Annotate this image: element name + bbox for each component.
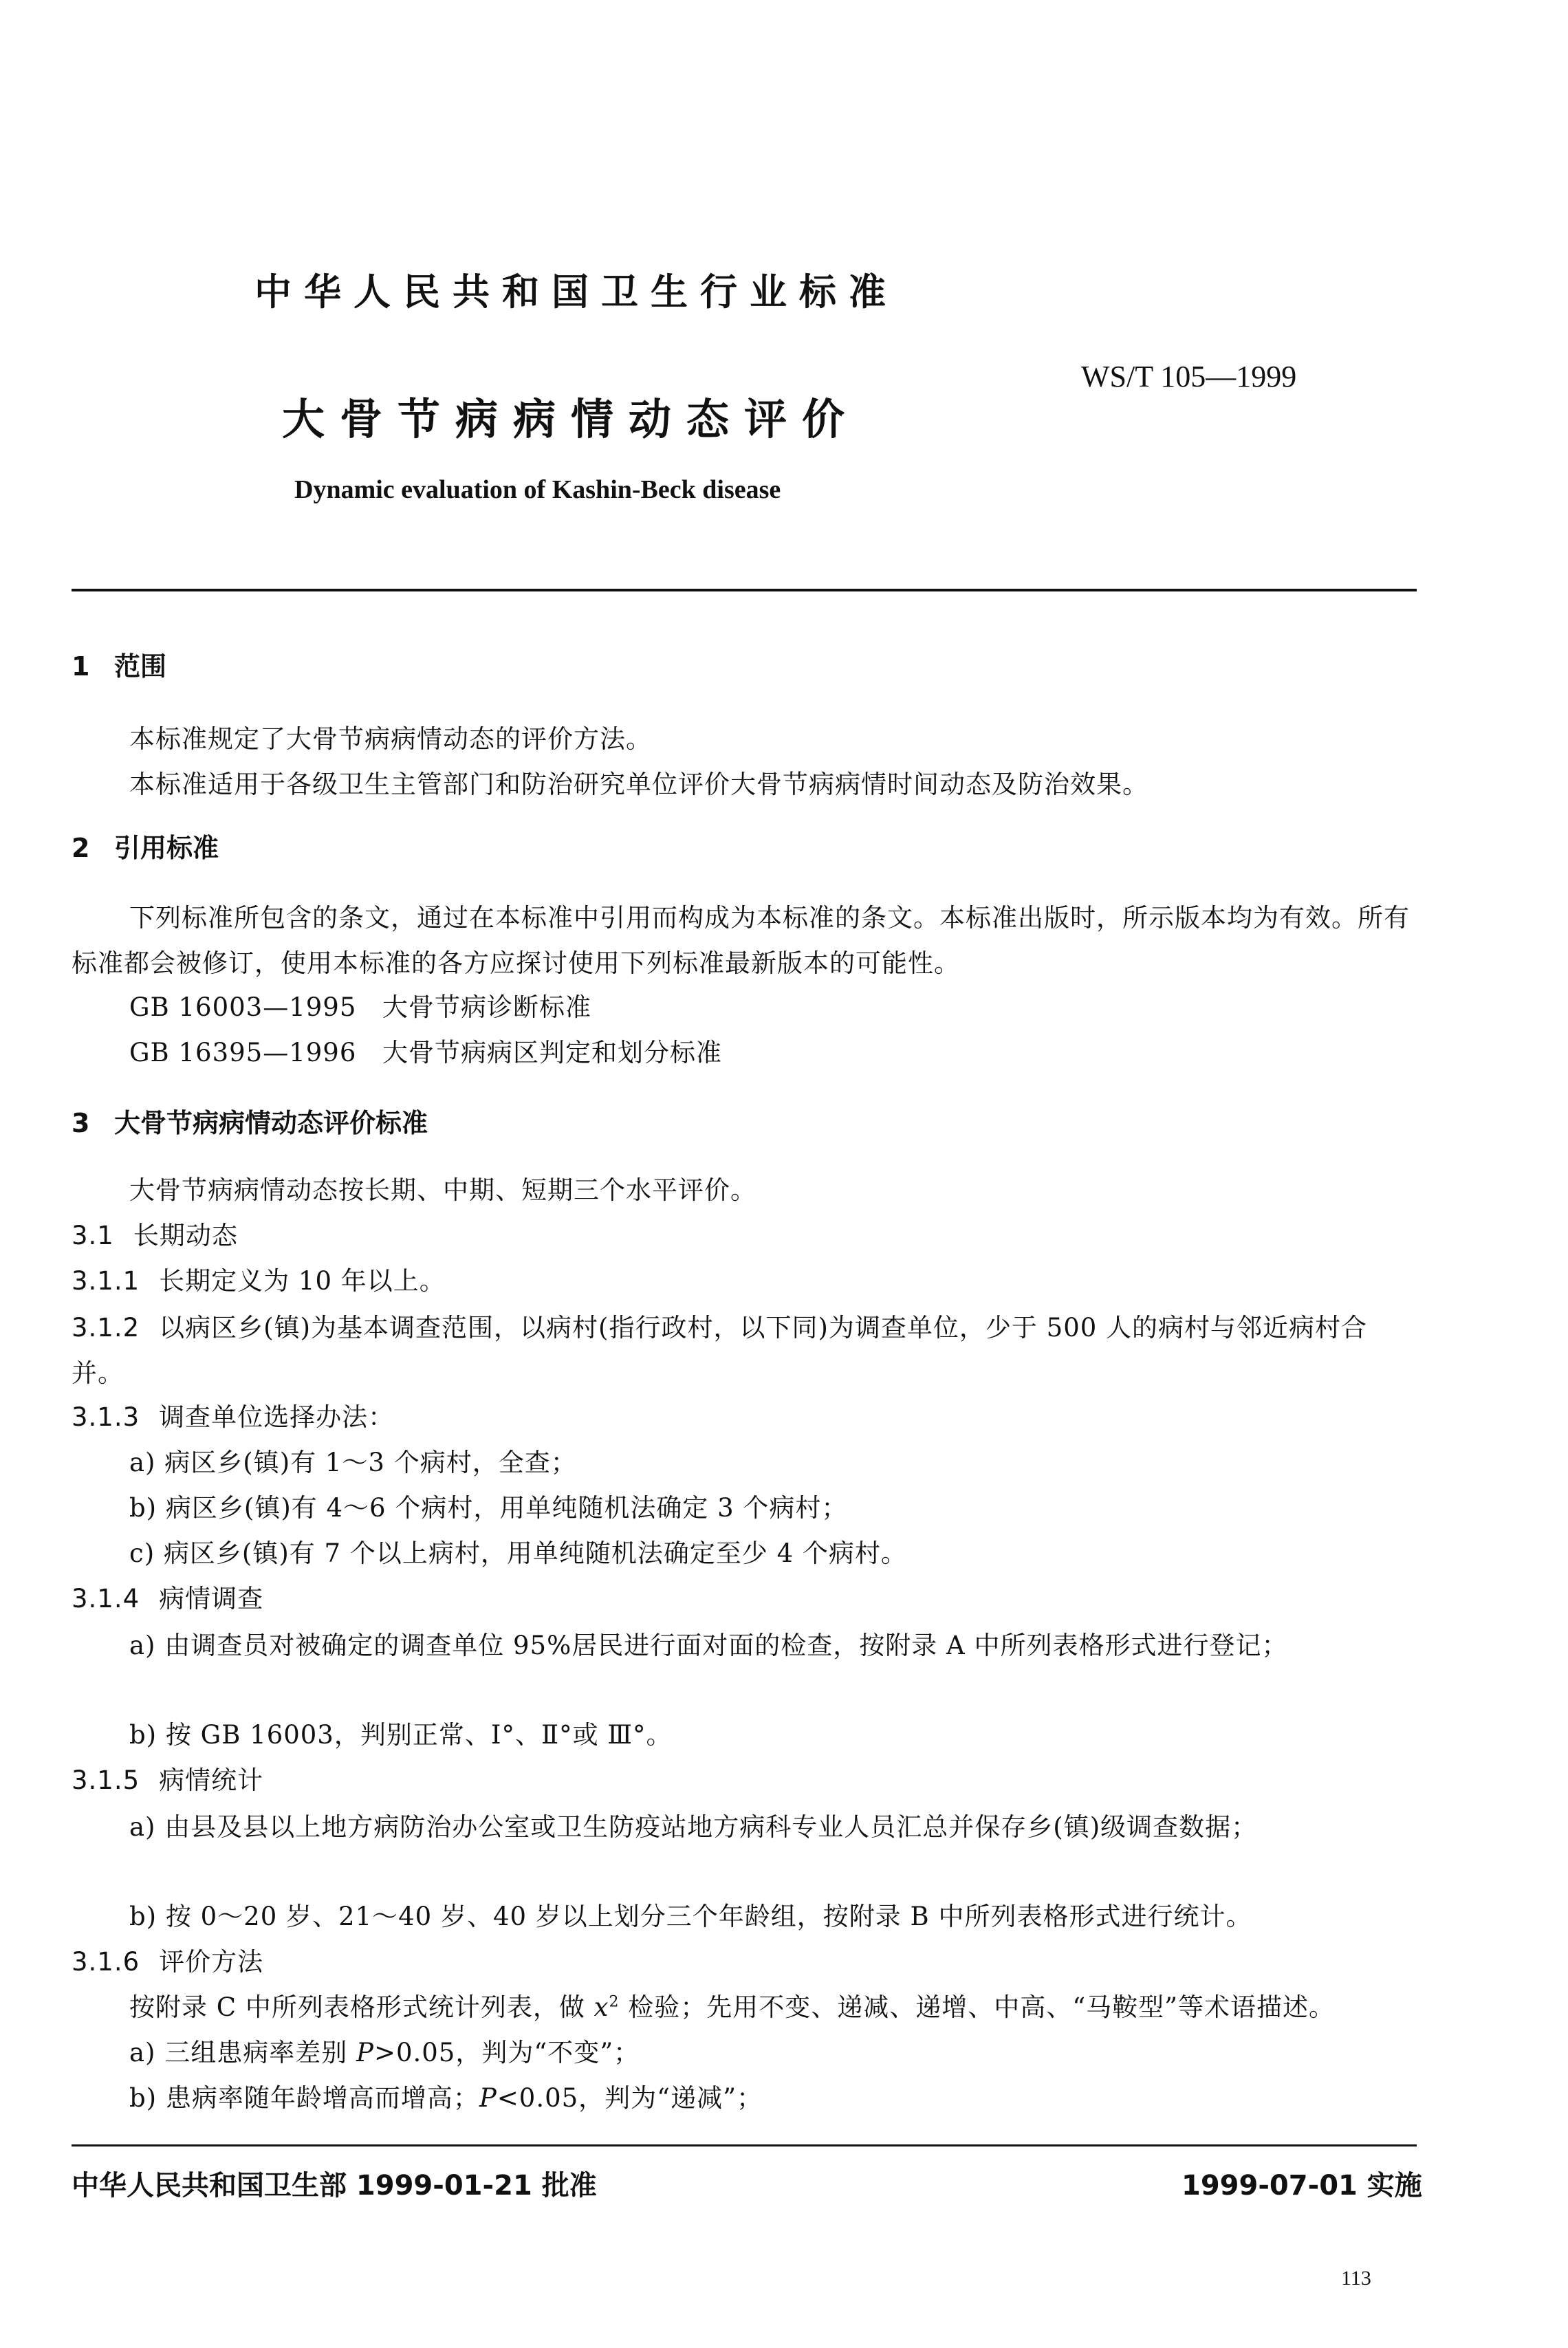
footer-divider xyxy=(72,2144,1417,2146)
reference-name: 大骨节病病区判定和划分标准 xyxy=(382,1038,722,1067)
clause-number: 3.1.3 xyxy=(72,1402,140,1432)
reference-item xyxy=(129,986,591,1023)
text-segment: 按附录 C 中所列表格形式统计列表，做 xyxy=(129,1992,594,2022)
superscript: 2 xyxy=(609,1993,620,2011)
variable: P xyxy=(356,2038,374,2067)
clause-3-1-2 xyxy=(72,1305,1419,1396)
clause-number: 3.1.2 xyxy=(72,1313,140,1343)
paragraph: 大骨节病病情动态按长期、中期、短期三个水平评价。 xyxy=(129,1175,756,1205)
text-segment: b) 患病率随年龄增高而增高； xyxy=(129,2083,479,2113)
clause-number: 3.1.5 xyxy=(72,1765,140,1795)
clause-text: 长期动态 xyxy=(133,1221,238,1250)
list-item xyxy=(129,2077,763,2114)
clause-text: 以病区乡(镇)为基本调查范围，以病村(指行政村，以下同)为调查单位，少于 500 人的病村与邻近病村合并。 xyxy=(72,1313,1368,1388)
reference-code: GB 16395—1996 xyxy=(129,1038,357,1067)
approval-line: 中华人民共和国卫生部 1999-01-21 批准 xyxy=(72,2170,597,2202)
section-2-heading xyxy=(72,827,219,865)
clause-text: 长期定义为 10 年以上。 xyxy=(159,1266,446,1296)
section-number: 1 xyxy=(72,651,90,682)
section-number: 3 xyxy=(72,1108,90,1138)
clause-number: 3.1.6 xyxy=(72,1947,140,1977)
text-segment: 检验；先用不变、递减、递增、中高、“马鞍型”等术语描述。 xyxy=(619,1992,1336,2022)
document-title: 大骨节病病情动态评价 xyxy=(282,394,860,444)
text-segment: a) 三组患病率差别 xyxy=(129,2038,357,2067)
paragraph: 下列标准所包含的条文，通过在本标准中引用而构成为本标准的条文。本标准出版时，所示版本均为有效。所有标准都会被修订，使用本标准的各方应探讨使用下列标准最新版本的可能性。 xyxy=(72,903,1410,978)
implementation-date: 1999-07-01 实施 xyxy=(1182,2170,1422,2202)
section-title: 范围 xyxy=(114,651,167,682)
standard-type-heading: 中华人民共和国卫生行业标准 xyxy=(254,270,898,314)
section-1-heading xyxy=(72,645,166,683)
clause-3-1-5 xyxy=(72,1759,263,1796)
list-item: c) 病区乡(镇)有 7 个以上病村，用单纯随机法确定至少 4 个病村。 xyxy=(129,1539,907,1568)
reference-item xyxy=(129,1032,722,1069)
text-segment: >0.05，判为“不变”； xyxy=(373,2038,640,2067)
clause-number: 3.1 xyxy=(72,1221,114,1250)
clause-3-1-6 xyxy=(72,1941,263,1978)
variable: x xyxy=(594,1992,609,2022)
clause-number: 3.1.1 xyxy=(72,1266,140,1296)
clause-3-1-3 xyxy=(72,1396,394,1433)
list-item: a) 由县及县以上地方病防治办公室或卫生防疫站地方病科专业人员汇总并保存乡(镇)级调查数据； xyxy=(129,1812,1258,1842)
paragraph: 本标准适用于各级卫生主管部门和防治研究单位评价大骨节病病情时间动态及防治效果。 xyxy=(129,770,1148,799)
clause-text: 调查单位选择办法： xyxy=(159,1402,395,1432)
reference-code: GB 16003—1995 xyxy=(129,992,357,1022)
page-number: 113 xyxy=(1341,2267,1371,2290)
list-item: b) 按 0～20 岁、21～40 岁、40 岁以上划分三个年龄组，按附录 B 中所列表格形式进行统计。 xyxy=(129,1902,1252,1931)
document-title-english: Dynamic evaluation of Kashin-Beck disease xyxy=(294,475,781,504)
clause-text: 病情调查 xyxy=(159,1584,264,1613)
list-item xyxy=(129,2032,640,2069)
clause-text: 病情统计 xyxy=(159,1765,264,1795)
clause-3-1 xyxy=(72,1215,238,1252)
list-item: b) 病区乡(镇)有 4～6 个病村，用单纯随机法确定 3 个病村； xyxy=(129,1493,848,1523)
clause-text: 评价方法 xyxy=(159,1947,264,1977)
section-title: 引用标准 xyxy=(114,833,219,863)
section-3-heading xyxy=(72,1102,428,1140)
text-segment: <0.05，判为“递减”； xyxy=(497,2083,763,2113)
list-item: b) 按 GB 16003，判别正常、Ⅰ°、Ⅱ°或 Ⅲ°。 xyxy=(129,1720,673,1750)
section-number: 2 xyxy=(72,833,90,863)
clause-3-1-4 xyxy=(72,1578,263,1615)
header-divider xyxy=(72,589,1417,591)
paragraph: 本标准规定了大骨节病病情动态的评价方法。 xyxy=(129,724,652,754)
section-title: 大骨节病病情动态评价标准 xyxy=(114,1108,428,1138)
list-item: a) 由调查员对被确定的调查单位 95%居民进行面对面的检查，按附录 A 中所列表格形式进行登记； xyxy=(129,1631,1288,1660)
list-item: a) 病区乡(镇)有 1～3 个病村，全查； xyxy=(129,1448,577,1477)
clause-number: 3.1.4 xyxy=(72,1584,140,1613)
paragraph xyxy=(129,1986,1335,2023)
clause-3-1-1 xyxy=(72,1260,446,1297)
variable: P xyxy=(479,2083,497,2113)
standard-code: WS/T 105—1999 xyxy=(1081,360,1297,393)
reference-name: 大骨节病诊断标准 xyxy=(382,992,591,1022)
